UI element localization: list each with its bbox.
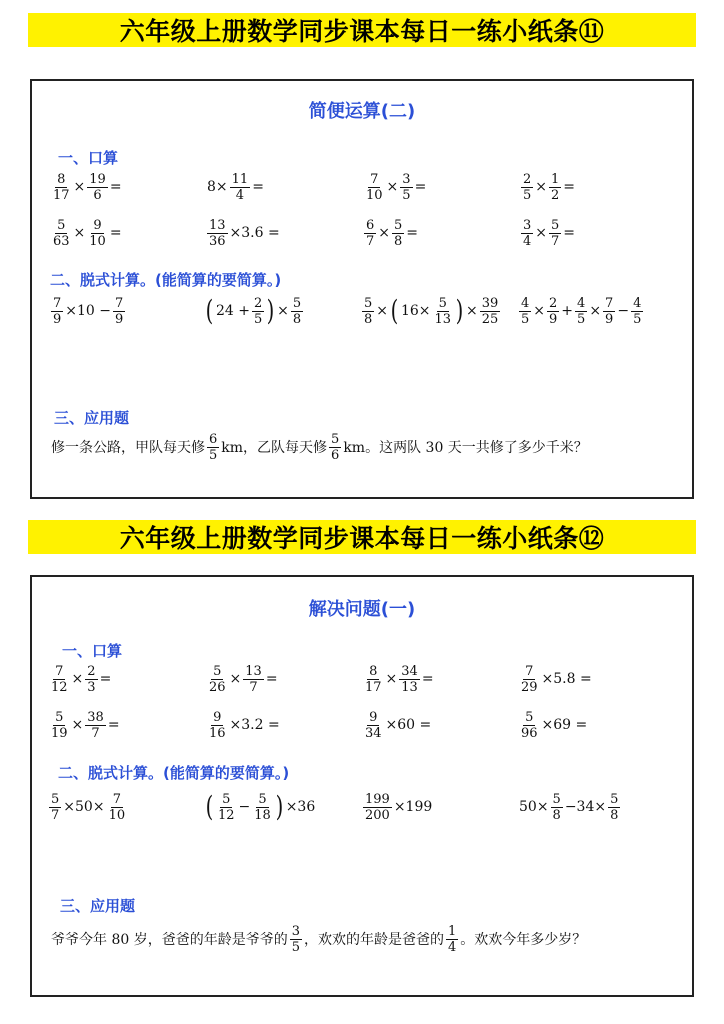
problem: $\frac{5}{96}$ ×69 = [521,709,588,741]
section-word-problem: 三、应用题 [60,897,136,915]
problem: $\frac{7}{29}$ ×5.8 = [521,663,592,695]
problem: $\frac{199}{200}$ ×199 [365,791,433,823]
problem: $\frac{3}{4}$ × $\frac{5}{7}$ = [523,217,576,249]
section-step-calc: 二、脱式计算。(能简算的要简算。) [50,271,282,289]
problem: ( 24 + $\frac{2}{5}$ ) × $\frac{5}{8}$ [205,294,302,327]
word-problem: 修一条公路，甲队每天修 $\frac{6}{5}$ km，乙队每天修 $\frac{5}{6}$ km。这两队 30 天一共修了多少千米？ [51,431,588,463]
problem: $\frac{9}{34}$ ×60 = [365,709,432,741]
problem: $\frac{9}{16}$ ×3.2 = [209,709,280,741]
problem: ( $\frac{5}{12}$ − $\frac{5}{18}$ ) ×36 [205,790,316,823]
sheet-2-card [30,575,694,997]
problem: $\frac{5}{19}$ × $\frac{38}{7}$ = [51,709,120,741]
problem: $\frac{13}{36}$ ×3.6 = [209,217,280,249]
problem: 8× $\frac{11}{4}$ = [207,171,264,203]
problem: $\frac{5}{26}$ × $\frac{13}{7}$ = [209,663,278,695]
section-oral-calc: 一、口算 [62,642,123,660]
problem: $\frac{2}{5}$ × $\frac{1}{2}$ = [523,171,576,203]
word-problem: 爷爷今年 80 岁，爸爸的年龄是爷爷的 $\frac{3}{5}$ ，欢欢的年龄是爸爸的 $\frac{1}{4}$ 。欢欢今年多少岁？ [51,923,587,955]
section-step-calc: 二、脱式计算。(能简算的要简算。) [58,764,290,782]
problem: $\frac{5}{63}$ × $\frac{9}{10}$ = [53,217,122,249]
page-title: 解决问题(一) [308,599,416,620]
section-word-problem: 三、应用题 [54,409,130,427]
problem: $\frac{8}{17}$ × $\frac{19}{6}$ = [53,171,122,203]
problem: $\frac{5}{8}$ × ( 16× $\frac{5}{13}$ ) × $\frac{39}{25}$ [364,294,499,327]
problem: $\frac{6}{7}$ × $\frac{5}{8}$ = [366,217,419,249]
sheet-1-card [30,79,694,499]
sheet-2-banner: 六年级上册数学同步课本每日一练小纸条⑫ [28,520,696,554]
problem: $\frac{7}{10}$ × $\frac{3}{5}$ = [366,171,427,203]
sheet-1-banner: 六年级上册数学同步课本每日一练小纸条⑪ [28,13,696,47]
problem: $\frac{5}{7}$ ×50× $\frac{7}{10}$ [51,791,126,823]
section-oral-calc: 一、口算 [58,149,119,167]
problem: $\frac{8}{17}$ × $\frac{34}{13}$ = [365,663,434,695]
problem: $\frac{7}{9}$ ×10 − $\frac{7}{9}$ [53,295,124,327]
problem: 50× $\frac{5}{8}$ −34× $\frac{5}{8}$ [519,791,619,823]
problem: $\frac{7}{12}$ × $\frac{2}{3}$ = [51,663,112,695]
problem: $\frac{4}{5}$ × $\frac{2}{9}$ + $\frac{4}{5}$ × $\frac{7}{9}$ − $\frac{4}{5}$ [521,295,642,327]
page-title: 简便运算(二) [308,101,416,122]
